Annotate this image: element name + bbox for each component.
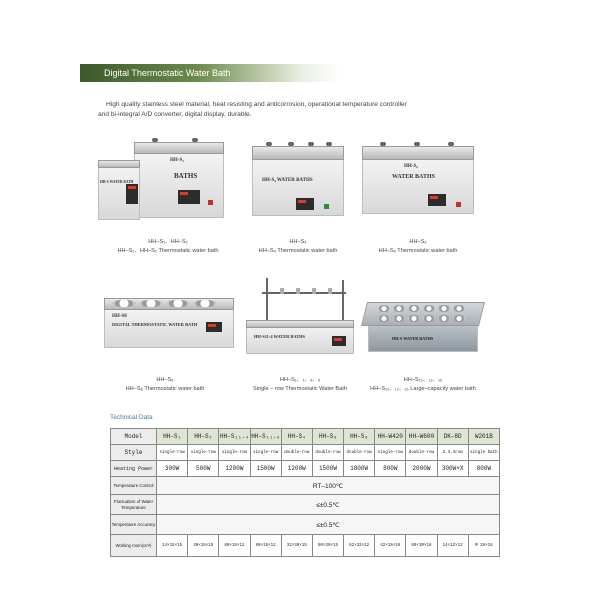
- product-model: HH–S₁、₂、₄、₆: [279, 377, 321, 383]
- table-cell-temp-control: RT–100℃: [157, 477, 500, 495]
- bath-hole: [408, 315, 420, 322]
- bath-holes: [378, 305, 465, 322]
- table-cell: 500W: [188, 461, 219, 477]
- table-cell: single-row: [188, 445, 219, 461]
- technical-data-table: [110, 428, 500, 557]
- product-front-label: HH-S₄ WATER BATHS: [262, 178, 313, 183]
- table-cell-fluctuation: ≤±0.5℃: [157, 495, 500, 515]
- power-switch: [456, 202, 461, 207]
- lid-knob: [380, 142, 386, 146]
- table-cell: HH–S₁: [157, 429, 188, 445]
- product-top-label: HH-S₆: [404, 164, 418, 169]
- bath-hole: [139, 300, 163, 307]
- table-cell: DK–8D: [437, 429, 468, 445]
- table-cell: HH–W420: [375, 429, 406, 445]
- product-caption: HH–S₁₀、₁₂、₁₆ Large–capacity water bath: [370, 386, 476, 392]
- row-label-power: Heating Power: [111, 461, 157, 477]
- table-row-model: [111, 429, 500, 445]
- clamp-rod: [342, 280, 344, 322]
- flask: [296, 288, 300, 294]
- product-front-label: DIGITAL THERMOSTATIC WATER BATH: [112, 322, 198, 327]
- product-hh-s4-caption: [238, 238, 358, 256]
- table-cell: HH–S₆: [312, 429, 343, 445]
- control-panel: [178, 190, 200, 204]
- control-panel: [428, 194, 446, 206]
- table-cell: HH–S₄: [281, 429, 312, 445]
- bath-hole: [112, 300, 136, 307]
- bath-hole: [393, 305, 405, 312]
- product-model: HH–S₁₀、₁₂、₁₆: [403, 377, 443, 383]
- product-single-row-image: [244, 278, 356, 356]
- intro-line-1: High quality stainless steel material, heat resisting and anticorrosion, operational temperature controller: [106, 101, 407, 108]
- product-hh-s1-s2-caption: [108, 238, 228, 256]
- product-hh-s1-s2-image: [98, 138, 228, 228]
- power-switch: [324, 204, 329, 209]
- table-cell: 300W×X: [437, 461, 468, 477]
- table-cell: 14×12×12: [437, 535, 468, 557]
- table-cell: HH–S₂: [188, 429, 219, 445]
- product-hh-s8-image: [104, 296, 234, 350]
- clamp-bar: [262, 292, 346, 294]
- table-cell: 60×30×16: [406, 535, 437, 557]
- row-label-room: Working room(cm³): [111, 535, 157, 557]
- product-single-row-caption: [238, 376, 362, 394]
- table-cell: Φ 26×16: [468, 535, 499, 557]
- bath-lid: [246, 320, 354, 328]
- table-cell: 14×15×15: [157, 535, 188, 557]
- table-cell: 2.3.4row: [437, 445, 468, 461]
- product-caption: Single – row Thermostatic Water Bath: [253, 386, 347, 392]
- banner-title: Digital Thermostatic Water Bath: [104, 68, 231, 78]
- bath-hole: [393, 315, 405, 322]
- table-row-accuracy: [111, 515, 500, 535]
- bath-hole: [438, 305, 450, 312]
- lid-knob: [192, 138, 198, 142]
- small-bath-lid: [98, 160, 140, 168]
- control-panel: [332, 336, 346, 346]
- table-row-style: [111, 445, 500, 461]
- product-caption: HH–S₄ Thermostatic water bath: [258, 248, 338, 254]
- table-cell: 50×30×15: [312, 535, 343, 557]
- table-cell: 32×30×15: [281, 535, 312, 557]
- bath-lid: [362, 146, 474, 160]
- product-caption: HH–S₁、HH–S₂ Thermostatic water bath: [117, 248, 219, 254]
- product-front-label: HH-S WATER BATHS: [392, 336, 434, 341]
- table-cell: 1500W: [250, 461, 281, 477]
- product-hh-s8-caption: [104, 376, 226, 394]
- bath-hole: [453, 305, 465, 312]
- bath-hole: [166, 300, 190, 307]
- table-cell: single-row: [250, 445, 281, 461]
- lid-knob: [152, 138, 158, 142]
- table-cell: double-row: [312, 445, 343, 461]
- lid-knob: [414, 142, 420, 146]
- table-cell: double-row: [406, 445, 437, 461]
- clamp-rod: [266, 278, 268, 322]
- product-hh-s4-image: [252, 142, 344, 218]
- table-cell: 60×15×12: [219, 535, 250, 557]
- bath-hole: [438, 315, 450, 322]
- product-side-label: HH-S WATER BATH: [100, 180, 134, 184]
- intro-line-2: and bi-integral A/D converter, digital display, durable.: [98, 111, 252, 118]
- bath-hole: [453, 315, 465, 322]
- product-model: HH–S₆: [409, 239, 427, 245]
- table-cell: single-row: [157, 445, 188, 461]
- table-cell: 1200W: [219, 461, 250, 477]
- product-front-label: HH-S11-4 WATER BATHS: [254, 334, 305, 339]
- table-cell: HH–S₁₁.₄: [219, 429, 250, 445]
- product-caption: HH–S₈ Thermostatic water bath: [125, 386, 205, 392]
- table-row-power: [111, 461, 500, 477]
- table-cell: 62×32×12: [344, 535, 375, 557]
- product-top-label: HH-S₂: [170, 158, 184, 163]
- large-bath-lid: [134, 142, 224, 154]
- small-control-panel: [126, 184, 138, 204]
- lid-knob: [326, 142, 332, 146]
- bath-lid: [252, 146, 344, 160]
- table-cell: HH–W600: [406, 429, 437, 445]
- product-large-capacity-caption: [360, 376, 486, 394]
- bath-hole: [378, 315, 390, 322]
- table-cell: 2000W: [406, 461, 437, 477]
- table-cell: 300W: [157, 461, 188, 477]
- lid-knob: [308, 142, 314, 146]
- lid-knob: [288, 142, 294, 146]
- bath-holes: [112, 300, 217, 307]
- table-row-temp-control: [111, 477, 500, 495]
- product-model: HH–S₄: [289, 239, 307, 245]
- row-label-accuracy: Temperature Accuracy: [111, 515, 157, 535]
- lid-knob: [266, 142, 272, 146]
- table-cell: 1200W: [281, 461, 312, 477]
- product-hh-s6-caption: [358, 238, 478, 256]
- row-label-style: Style: [111, 445, 157, 461]
- bath-hole: [423, 315, 435, 322]
- product-front-label: BATHS: [174, 172, 198, 180]
- table-cell-accuracy: ≤±0.5℃: [157, 515, 500, 535]
- table-cell: 800W: [375, 461, 406, 477]
- table-cell: HH–S₈: [344, 429, 375, 445]
- table-row-fluctuation: [111, 495, 500, 515]
- table-cell: 42×15×16: [375, 535, 406, 557]
- row-label-model: Model: [111, 429, 157, 445]
- flask: [312, 288, 316, 294]
- table-cell: single-row: [375, 445, 406, 461]
- table-row-room: [111, 535, 500, 557]
- product-large-capacity-image: [364, 300, 482, 354]
- control-panel: [206, 322, 222, 332]
- product-model: HH–S₁、HH–S₂: [148, 239, 188, 245]
- table-cell: HH–S₁₁.₆: [250, 429, 281, 445]
- table-cell: W201B: [468, 429, 499, 445]
- table-cell: 800W: [468, 461, 499, 477]
- table-cell: double-row: [344, 445, 375, 461]
- table-cell: 90×15×12: [250, 535, 281, 557]
- table-cell: single bath: [468, 445, 499, 461]
- section-banner: [80, 64, 340, 82]
- product-hh-s6-image: [362, 142, 474, 216]
- bath-hole: [408, 305, 420, 312]
- table-cell: 1800W: [344, 461, 375, 477]
- product-front-label: WATER BATHS: [392, 174, 435, 180]
- flask: [328, 288, 332, 294]
- table-cell: single-row: [219, 445, 250, 461]
- bath-hole: [193, 300, 217, 307]
- product-top-label: HH-S8: [112, 314, 127, 319]
- intro-text: [98, 100, 516, 120]
- technical-data-title: Technical Data: [110, 414, 153, 421]
- flask: [280, 288, 284, 294]
- power-switch: [208, 200, 213, 205]
- lid-knob: [448, 142, 454, 146]
- table-cell: double-row: [281, 445, 312, 461]
- control-panel: [296, 198, 314, 210]
- table-cell: 1500W: [312, 461, 343, 477]
- product-caption: HH–S₆ Thermostatic water bath: [378, 248, 458, 254]
- bath-hole: [378, 305, 390, 312]
- row-label-fluctuation: Fluctuation of Water Temperature: [111, 495, 157, 515]
- row-label-temp-control: Temperature Control: [111, 477, 157, 495]
- bath-hole: [423, 305, 435, 312]
- table-cell: 30×15×15: [188, 535, 219, 557]
- product-model: HH–S₈: [156, 377, 174, 383]
